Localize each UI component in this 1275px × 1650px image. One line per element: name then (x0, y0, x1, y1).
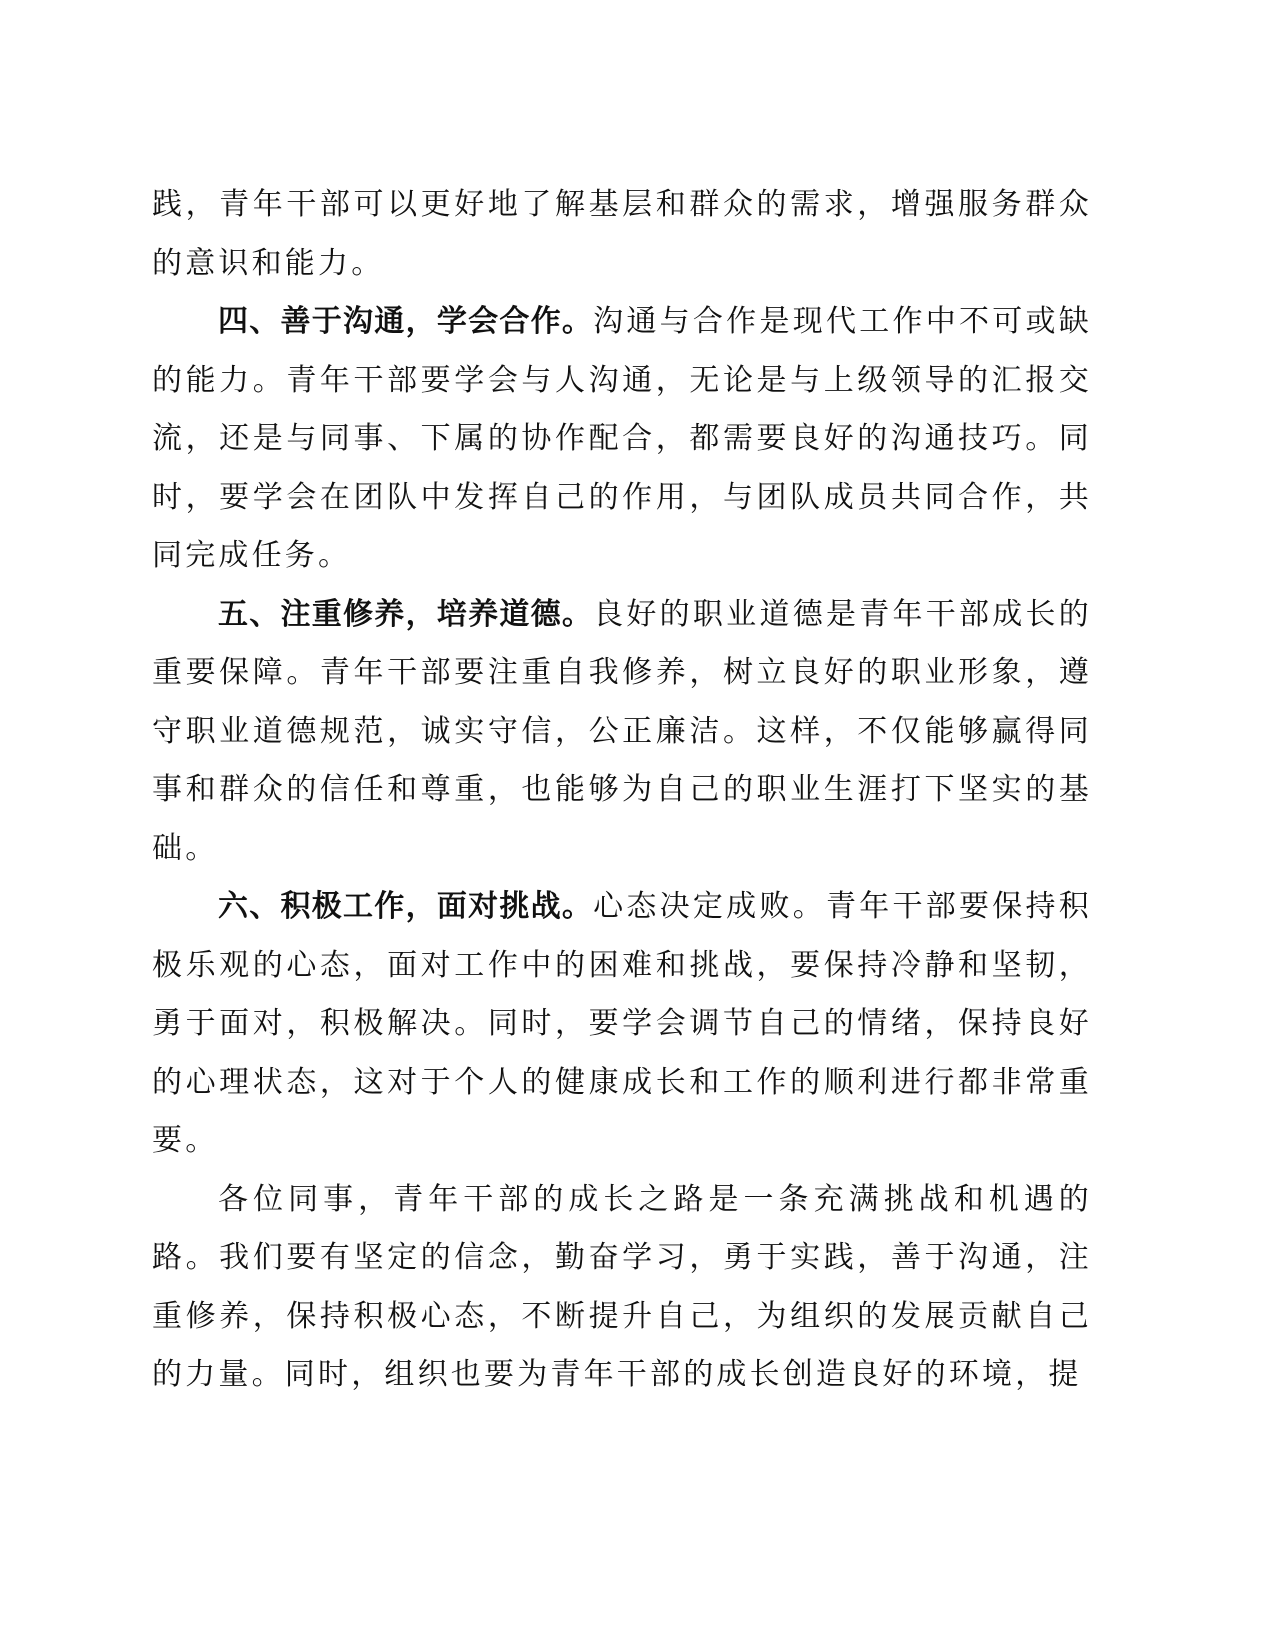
paragraph-text: 践，青年干部可以更好地了解基层和群众的需求，增强服务群众的意识和能力。 (152, 187, 1092, 281)
paragraph-challenges (152, 878, 1092, 1171)
section-heading-challenges: 六、积极工作，面对挑战。 (218, 889, 594, 924)
paragraph-continuation (152, 176, 1092, 293)
paragraph-closing (152, 1171, 1092, 1405)
paragraph-text: 良好的职业道德是青年干部成长的重要保障。青年干部要注重自我修养，树立良好的职业形象，遵守职业道德规范，诚实守信，公正廉洁。这样，不仅能够赢得同事和群众的信任和尊重，也能够为自己的职业生涯打下坚实的基础。 (152, 596, 1092, 866)
section-heading-ethics: 五、注重修养，培养道德。 (218, 596, 594, 632)
document-body (152, 176, 1092, 1405)
paragraph-communication (152, 293, 1092, 586)
paragraph-text: 沟通与合作是现代工作中不可或缺的能力。青年干部要学会与人沟通，无论是与上级领导的汇报交流，还是与同事、下属的协作配合，都需要良好的沟通技巧。同时，要学会在团队中发挥自己的作用，与团队成员共同合作，共同完成任务。 (152, 304, 1092, 573)
paragraph-text: 心态决定成败。青年干部要保持积极乐观的心态，面对工作中的困难和挑战，要保持冷静和坚韧，勇于面对，积极解决。同时，要学会调节自己的情绪，保持良好的心理状态，这对于个人的健康成长和工作的顺利进行都非常重要。 (152, 889, 1092, 1158)
paragraph-text: 各位同事，青年干部的成长之路是一条充满挑战和机遇的路。我们要有坚定的信念，勤奋学习，勇于实践，善于沟通，注重修养，保持积极心态，不断提升自己，为组织的发展贡献自己的力量。同时，组织也要为青年干部的成长创造良好的环境，提 (152, 1181, 1092, 1392)
section-heading-communication: 四、善于沟通，学会合作。 (218, 304, 594, 339)
paragraph-ethics (152, 586, 1092, 879)
